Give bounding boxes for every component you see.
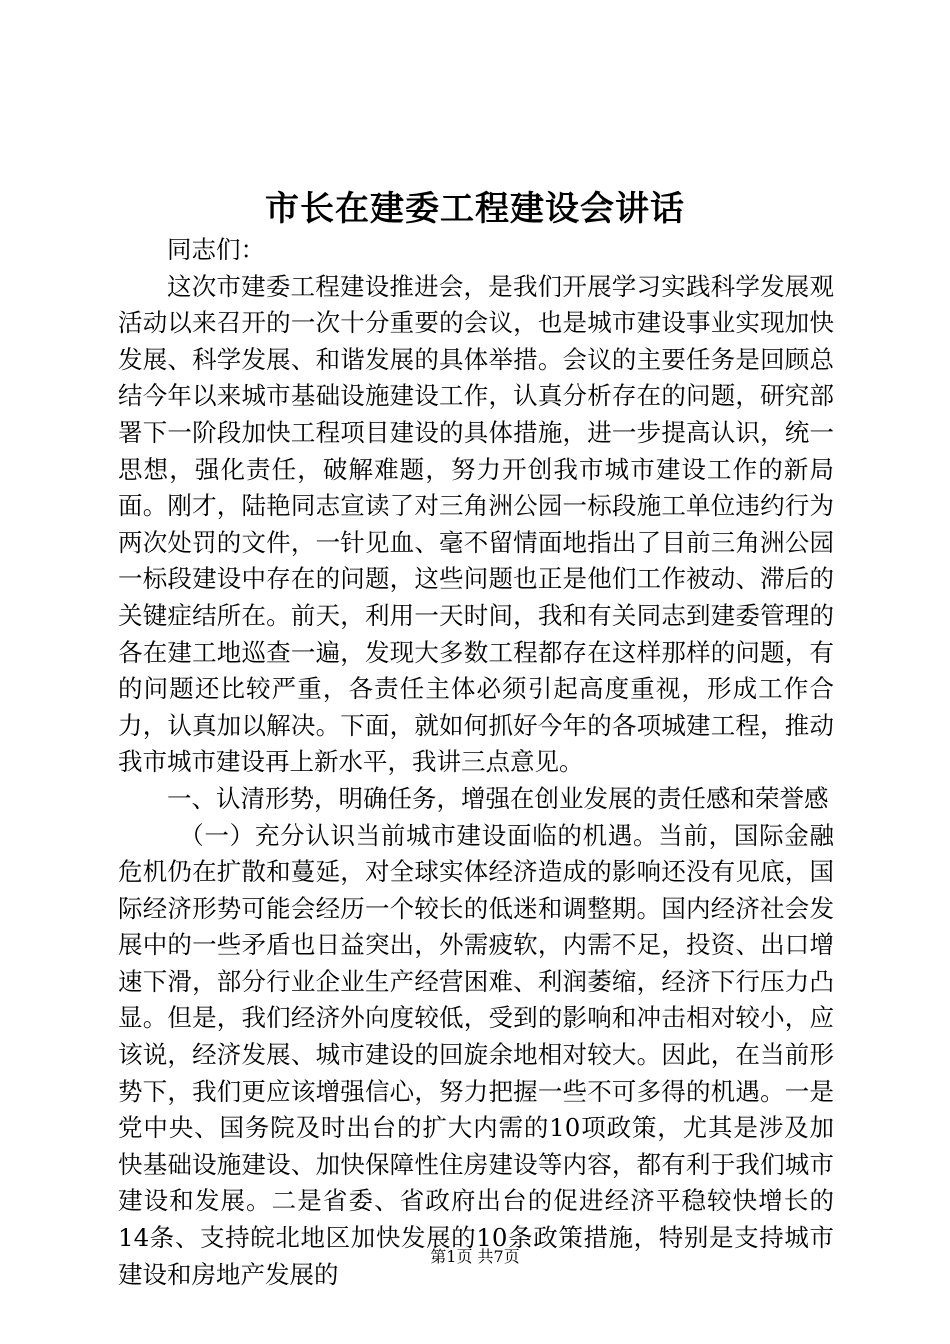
subsection-paragraph: （一）充分认识当前城市建设面临的机遇。当前，国际金融危机仍在扩散和蔓延，对全球实体经济造成的影响还没有见底，国际经济形势可能会经历一个较长的低迷和调整期。国内经济社会发展中的一些矛盾也日益突出，外需疲软，内需不足，投资、出口增速下滑，部分行业企业生产经营困难、利润萎缩，经济下行压力凸显。但是，我们经济外向度较低，受到的影响和冲击相对较小，应该说，经济发展、城市建设的回旋余地相对较大。因此，在当前形势下，我们更应该增强信心，努力把握一些不可多得的机遇。一是党中央、国务院及时出台的扩大内需的10项政策，尤其是涉及加快基础设施建设、加快保障性住房建设等内容，都有利于我们城市建设和发展。二是省委、省政府出台的促进经济平稳较快增长的14条、支持皖北地区加快发展的10条政策措施，特别是支持城市建设和房地产发展的 bbox=[118, 820, 834, 1289]
page-number: 第1页 共7页 bbox=[430, 1247, 520, 1266]
document-body bbox=[118, 232, 834, 1293]
section-heading: 一、认清形势，明确任务，增强在创业发展的责任感和荣誉感 bbox=[167, 783, 829, 813]
intro-paragraph: 这次市建委工程建设推进会，是我们开展学习实践科学发展观活动以来召开的一次十分重要的会议，也是城市建设事业实现加快发展、科学发展、和谐发展的具体举措。会议的主要任务是回顾总结今年以来城市基础设施建设工作，认真分析存在的问题，研究部署下一阶段加快工程项目建设的具体措施，进一步提高认识，统一思想，强化责任，破解难题，努力开创我市城市建设工作的新局面。刚才，陆艳同志宣读了对三角洲公园一标段施工单位违约行为两次处罚的文件，一针见血、毫不留情面地指出了目前三角洲公园一标段建设中存在的问题，这些问题也正是他们工作被动、滞后的关键症结所在。前天，利用一天时间，我和有关同志到建委管理的各在建工地巡查一遍，发现大多数工程都存在这样那样的问题，有的问题还比较严重，各责任主体必须引起高度重视，形成工作合力，认真加以解决。下面，就如何抓好今年的各项城建工程，推动我市城市建设再上新水平，我讲三点意见。 bbox=[118, 271, 834, 777]
document-title: 市长在建委工程建设会讲话 bbox=[265, 189, 685, 229]
greeting-paragraph: 同志们： bbox=[167, 235, 265, 264]
